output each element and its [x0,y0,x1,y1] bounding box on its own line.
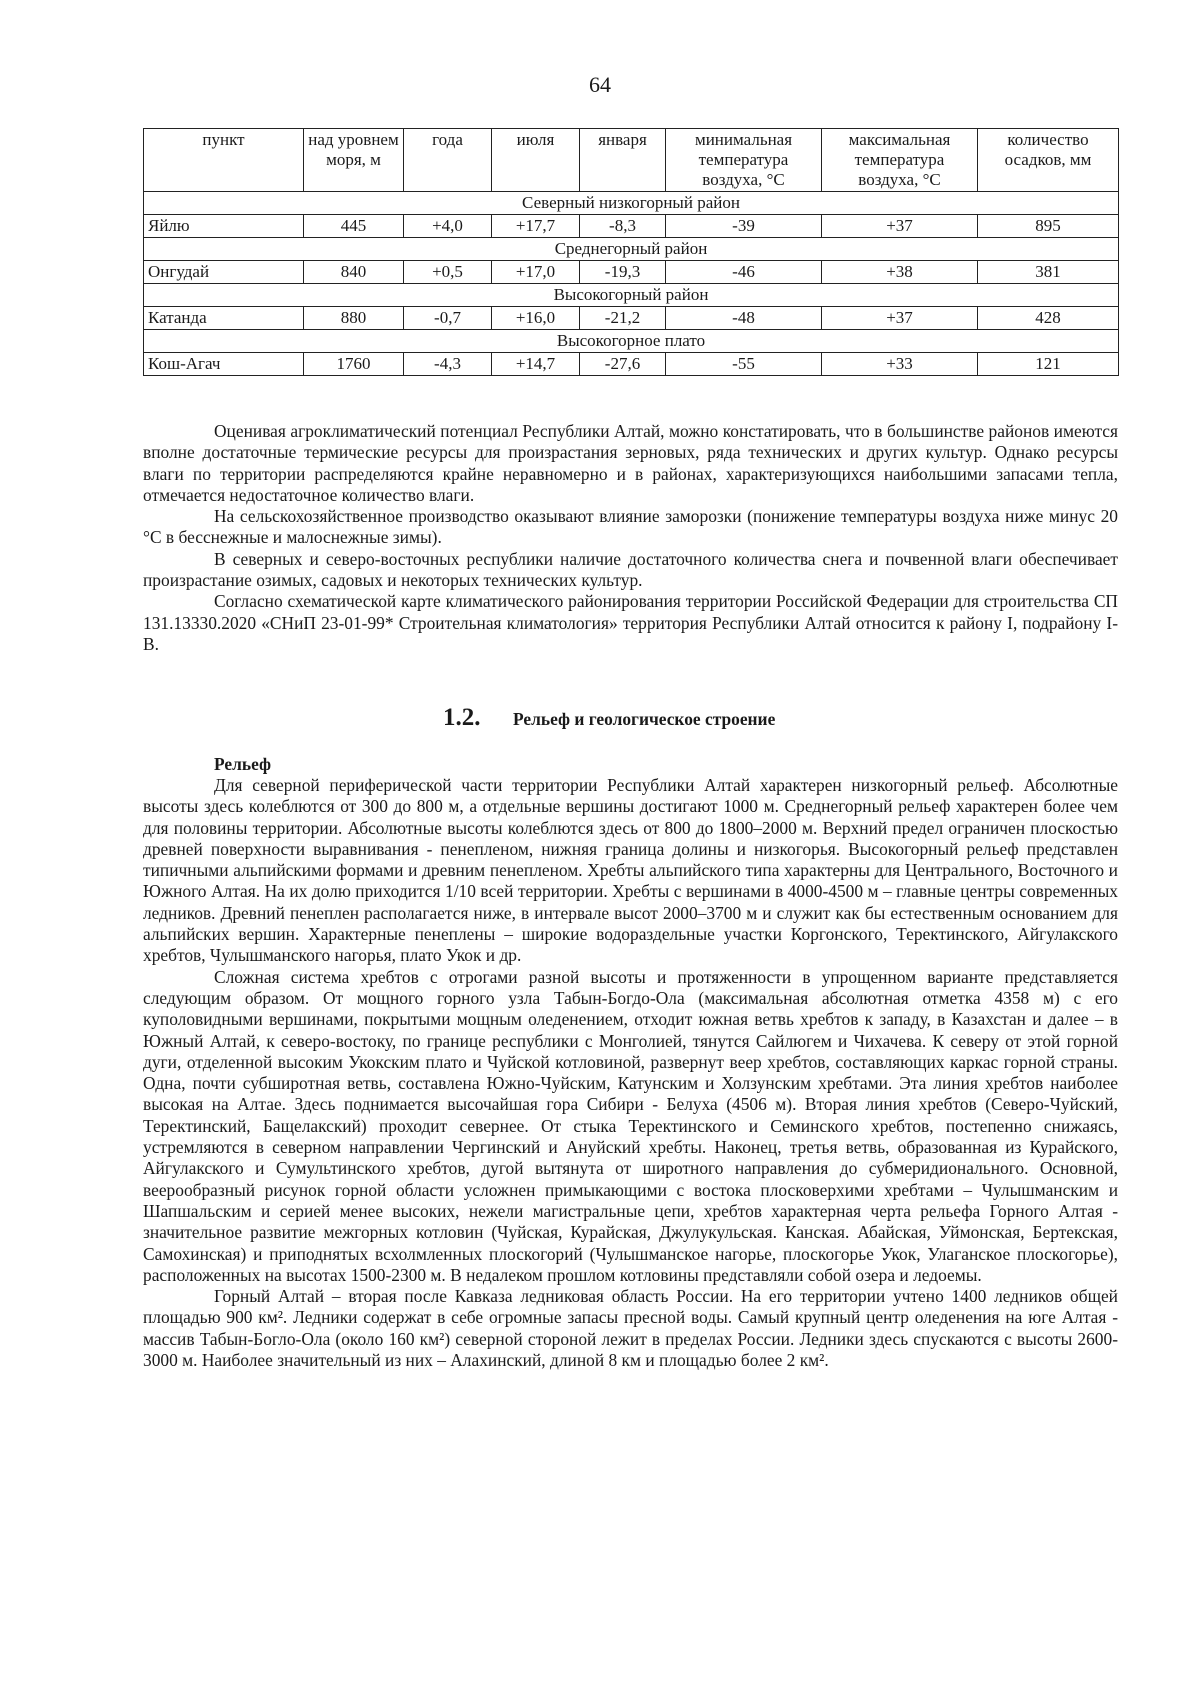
paragraph: Горный Алтай – вторая после Кавказа ледниковая область России. На его территории учтено 1400 ледников общей площадью 900 км². Ледники содержат в себе огромные запасы пресной воды. Самый крупный центр оледенения на юге Алтая - массив Табын-Богло-Ола (около 160 км²) северной стороной лежит в пределах России. Ледники здесь спускаются с высоты 2600-3000 м. Наиболее значительный из них – Алахинский, длиной 8 км и площадью более 2 км². [143,1286,1118,1371]
table-cell: 895 [978,215,1119,238]
header-cell-year: года [404,129,492,192]
region-cell: Высокогорный район [144,284,1119,307]
section-heading [443,704,1043,732]
table-cell: -46 [666,261,822,284]
region-cell: Высокогорное плато [144,330,1119,353]
region-cell: Северный низкогорный район [144,192,1119,215]
paragraph: Для северной периферической части территории Республики Алтай характерен низкогорный рельеф. Абсолютные высоты здесь колеблются от 300 до 800 м, а отдельные вершины достигают 1000 м. Среднегорный рельеф характерен более чем для половины территории. Абсолютные высоты колеблются здесь от 800 до 1800–2000 м. Верхний предел ограничен плоскостью древней поверхности выравнивания - пенепленом, нижняя граница долины и низкогорья. Высокогорный рельеф представлен типичными альпийскими формами и древним пенепленом. Хребты альпийского типа характерны для Центрального, Восточного и Южного Алтая. На их долю приходится 1/10 всей территории. Хребты с вершинами в 4000-4500 м – главные центры современных ледников. Древний пенеплен располагается ниже, в интервале высот 2000–3700 м и служит как бы естественным основанием для альпийских вершин. Характерные пенеплены – широкие водораздельные участки Коргонского, Теректинского, Айгулакского хребтов, Чулышманского нагорья, плато Укок и др. [143,775,1118,966]
table-cell: +4,0 [404,215,492,238]
table-row [144,307,1119,330]
table-region-row [144,284,1119,307]
paragraph: На сельскохозяйственное производство оказывают влияние заморозки (понижение температуры воздуха ниже минус 20 °C в бесснежные и малоснежные зимы). [143,506,1118,548]
table-cell: +14,7 [492,353,580,376]
table-cell: -19,3 [580,261,666,284]
relief-text [143,775,1118,1371]
paragraph: Оценивая агроклиматический потенциал Республики Алтай, можно констатировать, что в большинстве районов имеются вполне достаточные термические ресурсы для произрастания зерновых, ряда технических и других культур. Однако ресурсы влаги по территории распределяются крайне неравномерно и в районах, характеризующихся наибольшими запасами тепла, отмечается недостаточное количество влаги. [143,421,1118,505]
section-title: Рельеф и геологическое строение [513,709,776,729]
paragraph: Согласно схематической карте климатического районирования территории Российской Федерации для строительства СП 131.13330.2020 «СНиП 23-01-99* Строительная климатология» территория Республики Алтай относится к району I, подрайону I-В. [143,591,1118,654]
paragraph: Сложная система хребтов с отрогами разной высоты и протяженности в упрощенном варианте представляется следующим образом. От мощного горного узла Табын-Богдо-Ола (максимальная абсолютная отметка 4358 м) с его куполовидными вершинами, покрытыми мощным оледенением, отходит южная ветвь хребтов к западу, в Казахстан и далее – в Южный Алтай, к северо-востоку, по границе республики с Монголией, тянутся Сайлюгем и Чихачева. К северу от этой горной дуги, отделенной высоким Укокским плато и Чуйской котловиной, развернут веер хребтов, составляющих каркас горной страны. Одна, почти субширотная ветвь, составлена Южно-Чуйским, Катунским и Холзунским хребтами. Эта линия хребтов наиболее высокая на Алтае. Здесь поднимается высочайшая гора Сибири - Белуха (4506 м). Вторая линия хребтов (Северо-Чуйский, Теректинский, Бащелакский) проходит севернее. От стыка Теректинского и Семинского хребтов, постепенно снижаясь, устремляются в северном направлении Чергинский и Ануйский хребты. Наконец, третья ветвь, образованная из Курайского, Айгулакского и Сумультинского хребтов, дугой вытянута от широтного направления до субмеридионального. Основной, веерообразный рисунок горной области усложнен примыкающими с востока плосковерхими хребтами – Чулышманским и Шапшальским и серией менее высоких, нежели магистральные цепи, хребтов характерная черта рельефа Горного Алтая - значительное развитие межгорных котловин (Чуйская, Курайская, Джулукульская. Канская. Абайская, Уймонская, Бертекская, Самохинская) и приподнятых всхолмленных плоскогорий (Чулышманское нагорье, плоскогорье Укок, Улаганское плоскогорье), расположенных на высотах 1500-2300 м. В недалеком прошлом котловины представляли собой озера и ледоемы. [143,966,1118,1285]
table-cell: 445 [304,215,404,238]
table-region-row [144,238,1119,261]
table-region-row [144,192,1119,215]
table-row [144,215,1119,238]
table-cell-point: Онгудай [144,261,304,284]
table-cell-point: Кош-Агач [144,353,304,376]
section-number: 1.2. [443,704,481,731]
table-cell: -27,6 [580,353,666,376]
table-cell: +37 [822,215,978,238]
header-cell-altitude: над уровнем моря, м [304,129,404,192]
table-cell: +38 [822,261,978,284]
table-cell: -8,3 [580,215,666,238]
table-cell: +17,0 [492,261,580,284]
table-cell: -4,3 [404,353,492,376]
table-cell: +16,0 [492,307,580,330]
table-cell-point: Яйлю [144,215,304,238]
page-number: 64 [589,72,611,97]
header-cell-min-temp: минимальная температура воздуха, °C [666,129,822,192]
table-cell: 428 [978,307,1119,330]
header-cell-january: января [580,129,666,192]
table-cell: +17,7 [492,215,580,238]
climate-table [143,128,1119,376]
table-cell: 381 [978,261,1119,284]
table-cell: -21,2 [580,307,666,330]
table-cell: +37 [822,307,978,330]
subsection-title: Рельеф [214,754,272,774]
table-cell: -0,7 [404,307,492,330]
table-cell: 880 [304,307,404,330]
table-cell: +33 [822,353,978,376]
table-cell: -55 [666,353,822,376]
table-cell: 840 [304,261,404,284]
header-cell-july: июля [492,129,580,192]
table-cell: -48 [666,307,822,330]
header-cell-max-temp: максимальная температура воздуха, °C [822,129,978,192]
table-header-row [144,129,1119,192]
header-cell-precipitation: количество осадков, мм [978,129,1119,192]
table-cell: 121 [978,353,1119,376]
table-cell: +0,5 [404,261,492,284]
table-row [144,261,1119,284]
region-cell: Среднегорный район [144,238,1119,261]
table-region-row [144,330,1119,353]
header-cell-point: пункт [144,129,304,192]
table-cell: 1760 [304,353,404,376]
paragraph: В северных и северо-восточных республики наличие достаточного количества снега и почвенной влаги обеспечивает произрастание озимых, садовых и некоторых технических культур. [143,548,1118,591]
table-cell: -39 [666,215,822,238]
intro-text [143,421,1118,655]
table-row [144,353,1119,376]
table-cell-point: Катанда [144,307,304,330]
